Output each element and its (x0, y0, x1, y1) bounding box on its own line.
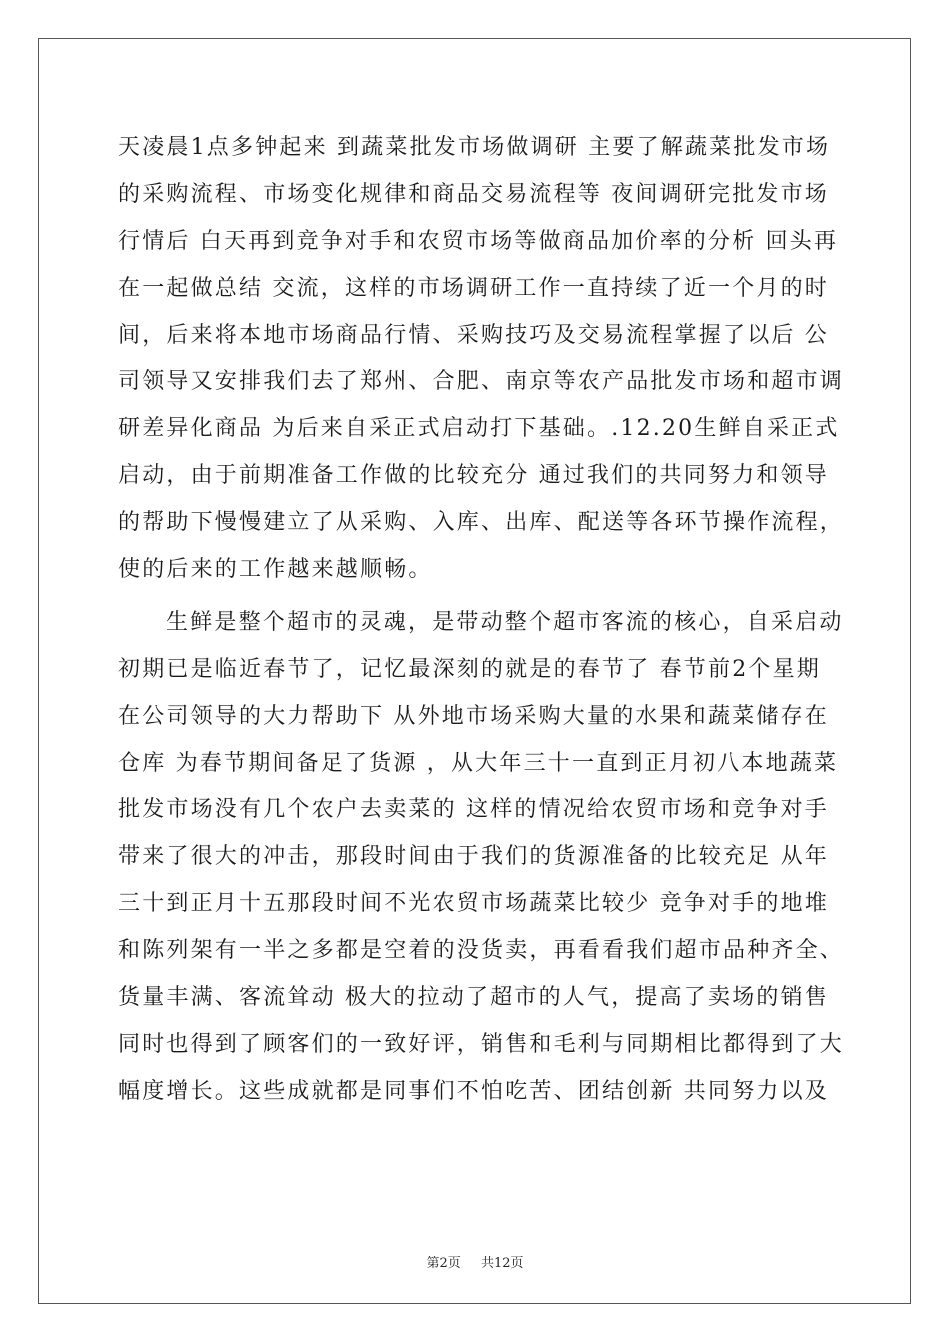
text-line: 批发市场没有几个农户去卖菜的 这样的情况给农贸市场和竞争对手 (118, 797, 829, 823)
text-line: 使的后来的工作越来越顺畅。 (118, 557, 433, 583)
text-line: 间，后来将本地市场商品行情、采购技巧及交易流程掌握了以后 公 (118, 322, 829, 348)
text-line: 天凌晨1点多钟起来 到蔬菜批发市场做调研 主要了解蔬菜批发市场 (118, 135, 831, 160)
document-body (118, 128, 845, 1119)
text-line: 启动，由于前期准备工作做的比较充分 通过我们的共同努力和领导 (118, 463, 829, 489)
text-line: 的采购流程、市场变化规律和商品交易流程等 夜间调研完批发市场 (118, 181, 829, 207)
text-line: 行情后 白天再到竞争对手和农贸市场等做商品加价率的分析 回头再 (118, 228, 839, 254)
text-line: 在公司领导的大力帮助下 从外地市场采购大量的水果和蔬菜储存在 (118, 703, 829, 729)
text-line: 研差异化商品 为后来自采正式启动打下基础。.12.20生鲜自采正式 (118, 416, 840, 442)
text-line: 仓库 为春节期间备足了货源 ，从大年三十一直到正月初八本地蔬菜 (118, 750, 839, 776)
page-footer (0, 1252, 950, 1271)
text-line: 初期已是临近春节了，记忆最深刻的就是的春节了 春节前2个星期 (118, 656, 821, 682)
text-line: 在一起做总结 交流，这样的市场调研工作一直持续了近一个月的时 (118, 275, 829, 301)
paragraph-1 (118, 128, 845, 597)
text-line: 生鲜是整个超市的灵魂，是带动整个超市客流的核心，自采启动 (166, 609, 844, 635)
text-line: 司领导又安排我们去了郑州、合肥、南京等农产品批发市场和超市调 (118, 369, 845, 395)
text-line: 的帮助下慢慢建立了从采购、入库、出库、配送等各环节操作流程， (118, 510, 845, 536)
paragraph-2 (118, 603, 845, 1119)
text-line: 带来了很大的冲击，那段时间由于我们的货源准备的比较充足 从年 (118, 844, 829, 870)
page-total: 共12页 (480, 1256, 524, 1271)
text-line: 和陈列架有一半之多都是空着的没货卖，再看看我们超市品种齐全、 (118, 938, 845, 964)
page-number: 第2页 (426, 1256, 461, 1271)
text-line: 幅度增长。这些成就都是同事们不怕吃苦、团结创新 共同努力以及 (118, 1078, 829, 1104)
text-line: 同时也得到了顾客们的一致好评，销售和毛利与同期相比都得到了大 (118, 1031, 845, 1057)
text-line: 货量丰满、客流耸动 极大的拉动了超市的人气，提高了卖场的销售 (118, 985, 829, 1011)
text-line: 三十到正月十五那段时间不光农贸市场蔬菜比较少 竞争对手的地堆 (118, 891, 829, 917)
